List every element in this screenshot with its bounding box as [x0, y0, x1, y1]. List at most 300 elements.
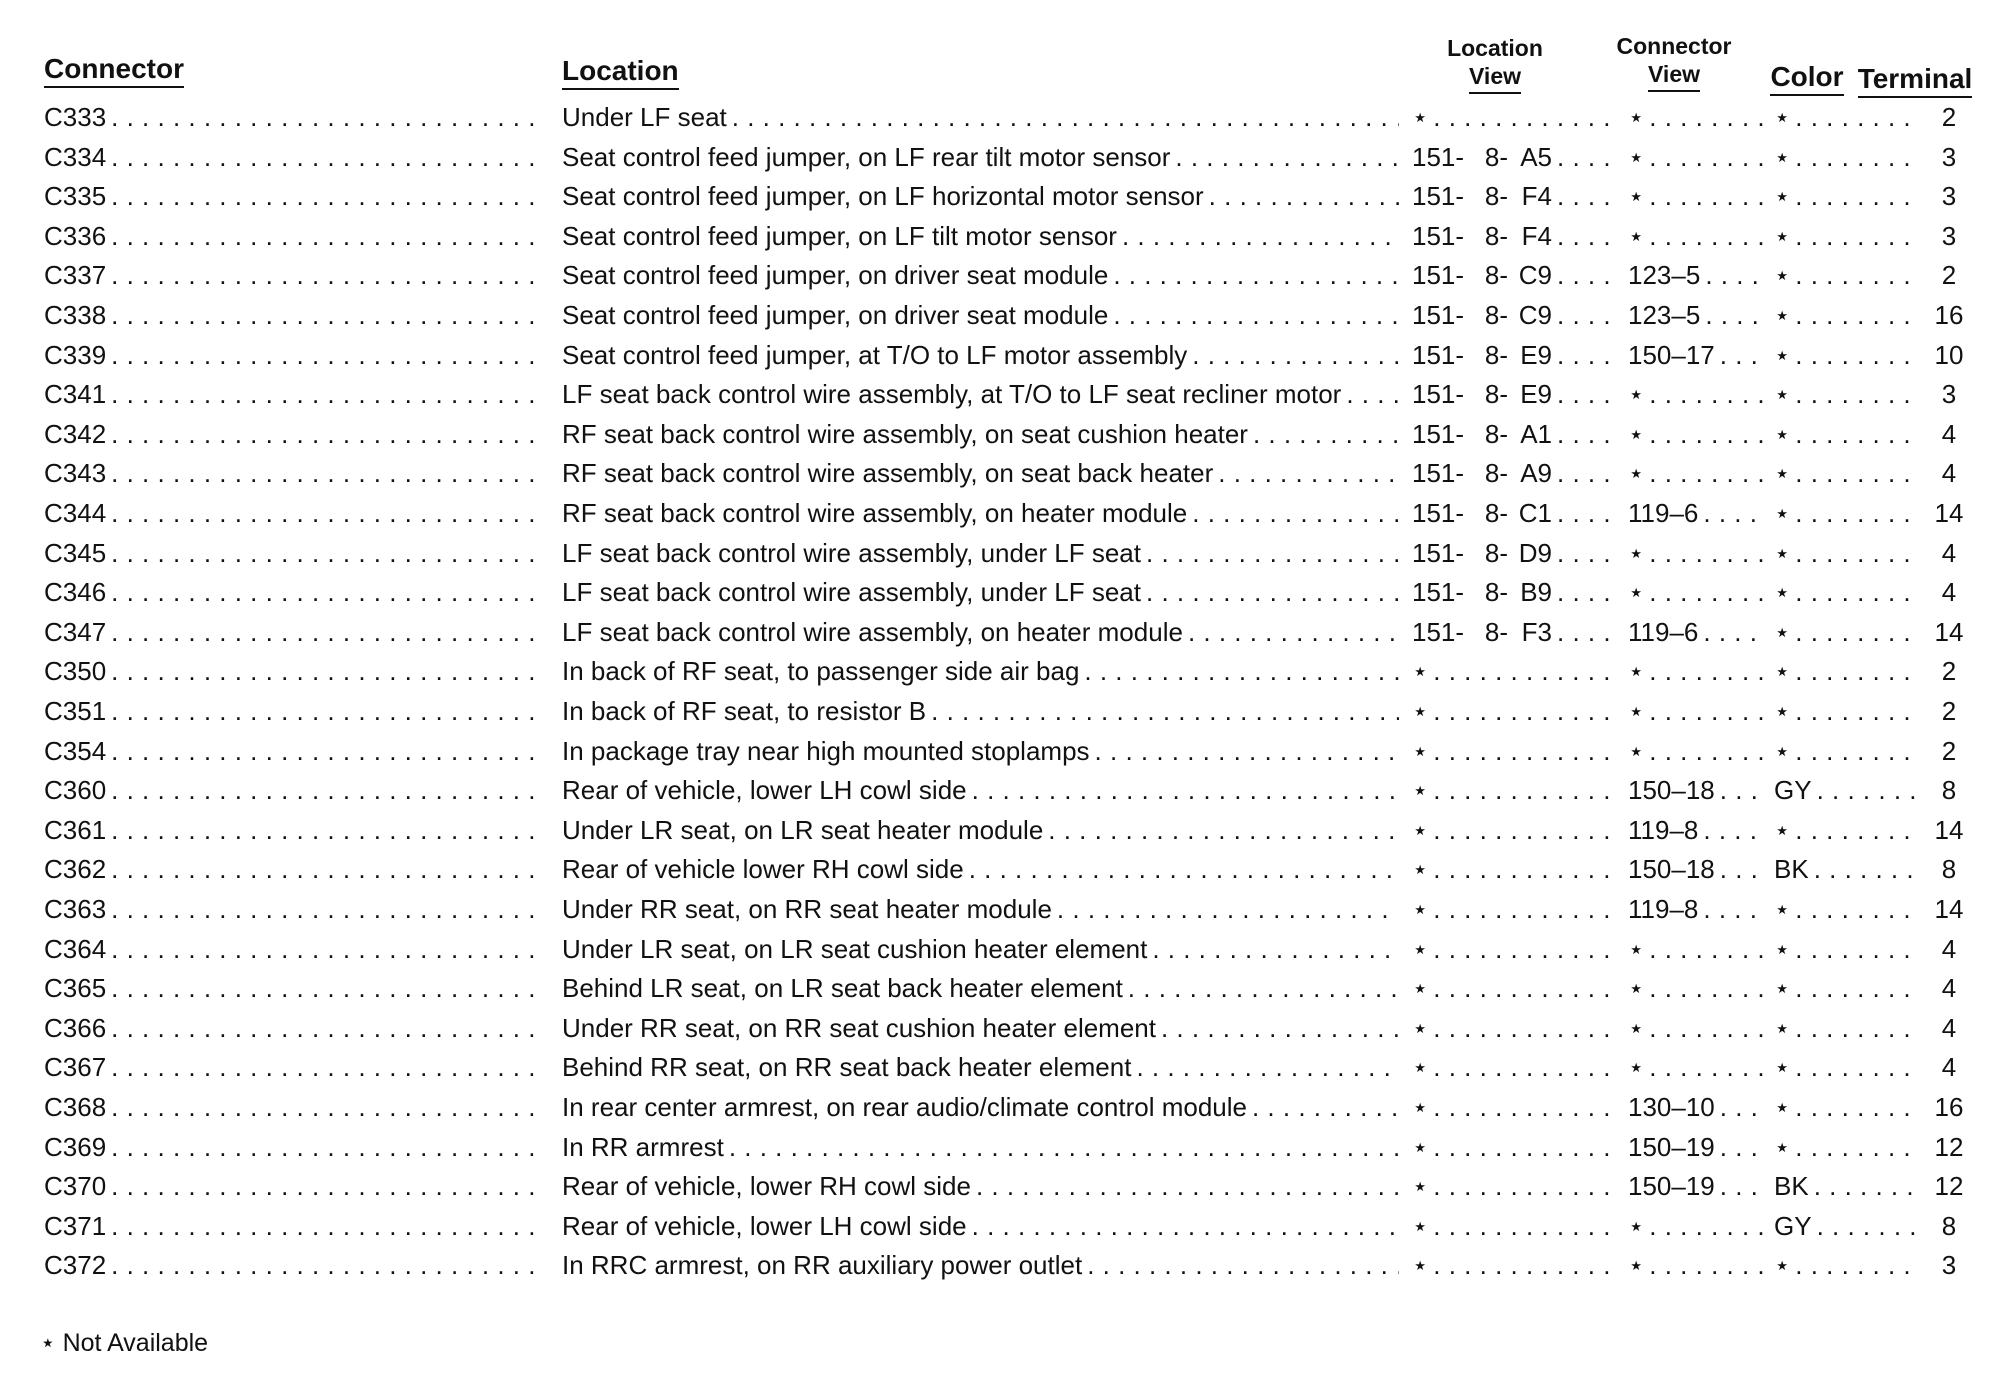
- dot-leader: [1136, 1048, 1399, 1086]
- color-cell: [1774, 969, 1922, 1007]
- terminal-count: 2: [1941, 656, 1957, 687]
- color-cell: [1774, 652, 1922, 690]
- dot-leader: [1649, 732, 1763, 770]
- color-cell: [1774, 177, 1922, 215]
- dot-leader: [1720, 1128, 1763, 1166]
- dot-leader: [111, 890, 545, 928]
- color-cell: [1774, 1167, 1922, 1205]
- connector-view-cell: [1628, 573, 1768, 611]
- terminal-cell: [1922, 296, 1976, 334]
- location-view-page: 151-: [1412, 577, 1465, 608]
- dot-leader: [1252, 1088, 1399, 1126]
- terminal-count: 2: [1941, 260, 1957, 291]
- location-view-figure: 8-: [1484, 220, 1508, 251]
- location-cell: [562, 177, 1404, 215]
- location-view-grid: C1: [1518, 498, 1552, 528]
- header-location: Location: [562, 56, 679, 90]
- location-view-ref: [1412, 573, 1552, 611]
- color-value: ⋆: [1774, 1131, 1791, 1162]
- dot-leader: [1433, 890, 1617, 928]
- connector-view-cell: [1628, 454, 1768, 492]
- terminal-cell: [1922, 494, 1976, 532]
- table-row: [0, 613, 2000, 651]
- color-value: ⋆: [1774, 418, 1791, 449]
- location-text: Seat control feed jumper, on LF horizontal motor sensor: [562, 181, 1204, 212]
- location-cell: [562, 732, 1404, 770]
- dot-leader: [1649, 454, 1763, 492]
- terminal-count: 12: [1934, 1131, 1964, 1162]
- connector-view-value: 150–19: [1628, 1171, 1715, 1202]
- connector-cell: [44, 890, 550, 928]
- terminal-cell: [1922, 1167, 1976, 1205]
- terminal-cell: [1922, 930, 1976, 968]
- location-view-page: 151-: [1412, 616, 1465, 647]
- color-value: GY: [1774, 1210, 1812, 1241]
- terminal-cell: [1922, 1009, 1976, 1047]
- dot-leader: [1095, 732, 1399, 770]
- dot-leader: [1557, 494, 1617, 532]
- connector-view-cell: [1628, 415, 1768, 453]
- terminal-count: 4: [1941, 973, 1957, 1004]
- location-view-not-available: ⋆: [1412, 973, 1429, 1004]
- dot-leader: [1795, 454, 1917, 492]
- dot-leader: [1557, 613, 1617, 651]
- color-value: ⋆: [1774, 379, 1791, 410]
- terminal-count: 3: [1941, 141, 1957, 172]
- dot-leader: [111, 1167, 545, 1205]
- dot-leader: [1433, 1167, 1617, 1205]
- dot-leader: [1795, 256, 1917, 294]
- location-cell: [562, 771, 1404, 809]
- dot-leader: [1557, 454, 1617, 492]
- terminal-cell: [1922, 969, 1976, 1007]
- terminal-count: 4: [1941, 577, 1957, 608]
- connector-id: C354: [44, 735, 107, 766]
- color-cell: [1774, 217, 1922, 255]
- dot-leader: [1113, 296, 1399, 334]
- location-view-figure: 8-: [1484, 379, 1508, 410]
- dot-leader: [1795, 930, 1917, 968]
- location-text: Rear of vehicle, lower LH cowl side: [562, 1210, 967, 1241]
- dot-leader: [1703, 613, 1763, 651]
- dot-leader: [111, 1088, 545, 1126]
- dot-leader: [1814, 850, 1917, 888]
- table-row: [0, 177, 2000, 215]
- location-view-figure: 8-: [1484, 577, 1508, 608]
- connector-view-value: ⋆: [1628, 656, 1645, 687]
- location-view-cell: [1412, 1009, 1622, 1047]
- dot-leader: [1649, 1246, 1763, 1284]
- color-value: ⋆: [1774, 656, 1791, 687]
- location-view-page: 151-: [1412, 181, 1465, 212]
- location-view-cell: [1412, 930, 1622, 968]
- dot-leader: [111, 732, 545, 770]
- terminal-count: 14: [1934, 814, 1964, 845]
- terminal-count: 3: [1941, 379, 1957, 410]
- terminal-cell: [1922, 732, 1976, 770]
- connector-id: C345: [44, 537, 107, 568]
- dot-leader: [1161, 1009, 1399, 1047]
- location-view-grid: B9: [1520, 577, 1552, 608]
- dot-leader: [1720, 336, 1763, 374]
- location-view-ref: [1412, 138, 1552, 176]
- location-cell: [562, 1009, 1404, 1047]
- dot-leader: [1649, 652, 1763, 690]
- dot-leader: [1557, 415, 1617, 453]
- location-cell: [562, 138, 1404, 176]
- dot-leader: [1705, 296, 1763, 334]
- table-row: [0, 811, 2000, 849]
- dot-leader: [1188, 613, 1399, 651]
- connector-cell: [44, 98, 550, 136]
- color-value: ⋆: [1774, 339, 1791, 370]
- dot-leader: [1795, 613, 1917, 651]
- location-text: In back of RF seat, to resistor B: [562, 696, 927, 726]
- location-view-grid: E9: [1520, 339, 1552, 370]
- connector-id: C365: [44, 973, 107, 1004]
- connector-cell: [44, 1048, 550, 1086]
- dot-leader: [1703, 811, 1763, 849]
- dot-leader: [1122, 217, 1399, 255]
- dot-leader: [1346, 375, 1399, 413]
- color-value: ⋆: [1774, 260, 1791, 291]
- connector-view-cell: [1628, 613, 1768, 651]
- connector-cell: [44, 732, 550, 770]
- connector-view-value: ⋆: [1628, 102, 1645, 132]
- connector-view-value: ⋆: [1628, 141, 1645, 172]
- connector-cell: [44, 613, 550, 651]
- location-view-cell: [1412, 890, 1622, 928]
- location-view-cell: [1412, 138, 1622, 176]
- location-view-cell: [1412, 256, 1622, 294]
- connector-view-cell: [1628, 890, 1768, 928]
- location-view-cell: [1412, 177, 1622, 215]
- dot-leader: [1649, 692, 1763, 730]
- connector-id: C370: [44, 1171, 107, 1202]
- dot-leader: [1253, 415, 1399, 453]
- connector-view-cell: [1628, 969, 1768, 1007]
- location-view-cell: [1412, 573, 1622, 611]
- connector-view-cell: [1628, 375, 1768, 413]
- connector-cell: [44, 138, 550, 176]
- color-cell: [1774, 1088, 1922, 1126]
- dot-leader: [1649, 1207, 1763, 1245]
- terminal-cell: [1922, 652, 1976, 690]
- dot-leader: [1649, 534, 1763, 572]
- dot-leader: [972, 771, 1399, 809]
- dot-leader: [1795, 1128, 1917, 1166]
- dot-leader: [111, 138, 545, 176]
- color-value: ⋆: [1774, 1012, 1791, 1043]
- location-view-page: 151-: [1412, 141, 1465, 172]
- terminal-cell: [1922, 217, 1976, 255]
- connector-view-value: ⋆: [1628, 933, 1645, 964]
- connector-view-value: ⋆: [1628, 735, 1645, 766]
- location-view-figure: 8-: [1484, 418, 1508, 449]
- dot-leader: [1795, 177, 1917, 215]
- connector-cell: [44, 1009, 550, 1047]
- connector-view-value: ⋆: [1628, 379, 1645, 410]
- color-cell: [1774, 811, 1922, 849]
- color-value: ⋆: [1774, 220, 1791, 251]
- table-row: [0, 1009, 2000, 1047]
- location-view-ref: [1412, 296, 1552, 334]
- terminal-cell: [1922, 336, 1976, 374]
- color-cell: [1774, 138, 1922, 176]
- dot-leader: [111, 652, 545, 690]
- dot-leader: [1557, 573, 1617, 611]
- dot-leader: [1649, 969, 1763, 1007]
- header-location-view: [1430, 34, 1560, 94]
- dot-leader: [111, 1207, 545, 1245]
- location-cell: [562, 811, 1404, 849]
- location-view-cell: [1412, 1167, 1622, 1205]
- connector-cell: [44, 177, 550, 215]
- location-view-cell: [1412, 1207, 1622, 1245]
- location-view-page: 151-: [1412, 418, 1465, 449]
- location-view-cell: [1412, 811, 1622, 849]
- location-cell: [562, 930, 1404, 968]
- color-value: ⋆: [1774, 181, 1791, 212]
- connector-id: C346: [44, 577, 107, 608]
- location-text: Rear of vehicle lower RH cowl side: [562, 854, 964, 885]
- color-cell: [1774, 336, 1922, 374]
- color-value: ⋆: [1774, 696, 1791, 726]
- terminal-count: 10: [1934, 339, 1964, 370]
- connector-view-value: ⋆: [1628, 220, 1645, 251]
- dot-leader: [1649, 98, 1763, 136]
- dot-leader: [111, 969, 545, 1007]
- dot-leader: [111, 177, 545, 215]
- location-view-not-available: ⋆: [1412, 775, 1429, 806]
- color-cell: [1774, 1009, 1922, 1047]
- location-view-cell: [1412, 1246, 1622, 1284]
- location-text: Seat control feed jumper, on LF tilt motor sensor: [562, 220, 1117, 251]
- dot-leader: [1433, 1048, 1617, 1086]
- location-view-cell: [1412, 732, 1622, 770]
- connector-cell: [44, 1246, 550, 1284]
- connector-id: C364: [44, 933, 107, 964]
- connector-view-value: 150–18: [1628, 775, 1715, 806]
- location-cell: [562, 1207, 1404, 1245]
- dot-leader: [1795, 534, 1917, 572]
- connector-cell: [44, 652, 550, 690]
- location-cell: [562, 296, 1404, 334]
- dot-leader: [1175, 138, 1399, 176]
- dot-leader: [1649, 375, 1763, 413]
- dot-leader: [1433, 930, 1617, 968]
- terminal-cell: [1922, 256, 1976, 294]
- connector-id: C341: [44, 379, 107, 410]
- dot-leader: [1817, 771, 1917, 809]
- connector-view-value: ⋆: [1628, 181, 1645, 212]
- connector-view-cell: [1628, 732, 1768, 770]
- table-row: [0, 1048, 2000, 1086]
- location-view-page: 151-: [1412, 458, 1465, 489]
- connector-view-cell: [1628, 534, 1768, 572]
- location-cell: [562, 969, 1404, 1007]
- connector-view-cell: [1628, 1009, 1768, 1047]
- table-row: [0, 454, 2000, 492]
- location-view-not-available: ⋆: [1412, 1210, 1429, 1241]
- color-cell: [1774, 98, 1922, 136]
- location-view-figure: 8-: [1484, 616, 1508, 647]
- location-view-cell: [1412, 534, 1622, 572]
- location-cell: [562, 494, 1404, 532]
- dot-leader: [972, 1207, 1399, 1245]
- connector-cell: [44, 573, 550, 611]
- terminal-cell: [1922, 573, 1976, 611]
- table-row: [0, 534, 2000, 572]
- color-value: ⋆: [1774, 498, 1791, 528]
- connector-view-cell: [1628, 692, 1768, 730]
- table-row: [0, 692, 2000, 730]
- connector-id: C361: [44, 814, 107, 845]
- location-view-ref: [1412, 534, 1552, 572]
- location-view-cell: [1412, 1128, 1622, 1166]
- connector-view-value: ⋆: [1628, 577, 1645, 608]
- color-value: ⋆: [1774, 102, 1791, 132]
- dot-leader: [111, 375, 545, 413]
- location-view-page: 151-: [1412, 220, 1465, 251]
- terminal-count: 2: [1941, 102, 1957, 132]
- dot-leader: [1703, 494, 1763, 532]
- dot-leader: [1649, 1048, 1763, 1086]
- color-cell: [1774, 494, 1922, 532]
- dot-leader: [1084, 652, 1399, 690]
- dot-leader: [1433, 1246, 1617, 1284]
- connector-cell: [44, 811, 550, 849]
- color-value: ⋆: [1774, 616, 1791, 647]
- location-view-cell: [1412, 336, 1622, 374]
- location-text: Seat control feed jumper, on LF rear tilt motor sensor: [562, 141, 1171, 172]
- dot-leader: [1433, 771, 1617, 809]
- dot-leader: [976, 1167, 1399, 1205]
- location-text: RF seat back control wire assembly, on heater module: [562, 498, 1188, 528]
- location-cell: [562, 415, 1404, 453]
- location-view-not-available: ⋆: [1412, 1250, 1429, 1281]
- location-view-not-available: ⋆: [1412, 1052, 1429, 1083]
- location-text: Seat control feed jumper, on driver seat module: [562, 260, 1109, 291]
- dot-leader: [1557, 256, 1617, 294]
- location-text: LF seat back control wire assembly, at T/O to LF seat recliner motor: [562, 379, 1342, 410]
- connector-id: C335: [44, 181, 107, 212]
- location-view-ref: [1412, 454, 1552, 492]
- dot-leader: [1192, 494, 1399, 532]
- location-view-ref: [1412, 613, 1552, 651]
- dot-leader: [1720, 1088, 1763, 1126]
- dot-leader: [1795, 494, 1917, 532]
- connector-cell: [44, 375, 550, 413]
- dot-leader: [1057, 890, 1399, 928]
- color-value: BK: [1774, 854, 1809, 885]
- location-view-grid: F3: [1521, 616, 1552, 647]
- location-text: Under RR seat, on RR seat heater module: [562, 894, 1052, 924]
- connector-cell: [44, 217, 550, 255]
- location-view-cell: [1412, 1088, 1622, 1126]
- dot-leader: [111, 454, 545, 492]
- terminal-count: 3: [1941, 220, 1957, 251]
- location-view-ref: [1412, 177, 1552, 215]
- table-row: [0, 1246, 2000, 1284]
- location-view-not-available: ⋆: [1412, 696, 1429, 726]
- connector-view-cell: [1628, 930, 1768, 968]
- dot-leader: [1795, 811, 1917, 849]
- color-cell: [1774, 613, 1922, 651]
- header-connector: Connector: [44, 54, 184, 88]
- dot-leader: [111, 217, 545, 255]
- connector-cell: [44, 454, 550, 492]
- connector-id: C338: [44, 300, 107, 330]
- connector-id: C362: [44, 854, 107, 885]
- location-view-page: 151-: [1412, 537, 1465, 568]
- terminal-count: 16: [1934, 300, 1964, 330]
- location-view-figure: 8-: [1484, 458, 1508, 489]
- location-text: RF seat back control wire assembly, on seat cushion heater: [562, 418, 1248, 449]
- table-row: [0, 930, 2000, 968]
- table-row: [0, 494, 2000, 532]
- location-cell: [562, 98, 1404, 136]
- color-cell: [1774, 375, 1922, 413]
- terminal-cell: [1922, 1088, 1976, 1126]
- connector-view-cell: [1628, 1167, 1768, 1205]
- dot-leader: [1795, 98, 1917, 136]
- terminal-count: 14: [1934, 616, 1964, 647]
- color-value: BK: [1774, 1171, 1809, 1202]
- connector-view-cell: [1628, 336, 1768, 374]
- dot-leader: [1649, 573, 1763, 611]
- location-view-cell: [1412, 217, 1622, 255]
- location-cell: [562, 850, 1404, 888]
- color-value: ⋆: [1774, 537, 1791, 568]
- location-cell: [562, 256, 1404, 294]
- connector-view-value: ⋆: [1628, 1250, 1645, 1281]
- connector-view-cell: [1628, 652, 1768, 690]
- dot-leader: [1649, 1009, 1763, 1047]
- location-cell: [562, 1088, 1404, 1126]
- terminal-cell: [1922, 613, 1976, 651]
- connector-cell: [44, 534, 550, 572]
- location-text: Behind RR seat, on RR seat back heater element: [562, 1052, 1132, 1083]
- terminal-count: 2: [1941, 696, 1957, 726]
- connector-view-value: ⋆: [1628, 696, 1645, 726]
- dot-leader: [1433, 1009, 1617, 1047]
- dot-leader: [111, 494, 545, 532]
- dot-leader: [111, 256, 545, 294]
- dot-leader: [1218, 454, 1399, 492]
- terminal-count: 16: [1934, 1092, 1964, 1122]
- color-cell: [1774, 890, 1922, 928]
- location-view-grid: E9: [1520, 379, 1552, 410]
- terminal-count: 3: [1941, 181, 1957, 212]
- color-cell: [1774, 1128, 1922, 1166]
- location-view-page: 151-: [1412, 498, 1465, 528]
- location-text: In package tray near high mounted stoplamps: [562, 735, 1090, 766]
- terminal-cell: [1922, 890, 1976, 928]
- location-cell: [562, 613, 1404, 651]
- color-value: ⋆: [1774, 933, 1791, 964]
- dot-leader: [1795, 415, 1917, 453]
- connector-cell: [44, 969, 550, 1007]
- terminal-cell: [1922, 1128, 1976, 1166]
- location-view-cell: [1412, 1048, 1622, 1086]
- color-cell: [1774, 850, 1922, 888]
- location-cell: [562, 217, 1404, 255]
- dot-leader: [1795, 652, 1917, 690]
- dot-leader: [111, 811, 545, 849]
- connector-view-value: 130–10: [1628, 1092, 1715, 1122]
- dot-leader: [1795, 375, 1917, 413]
